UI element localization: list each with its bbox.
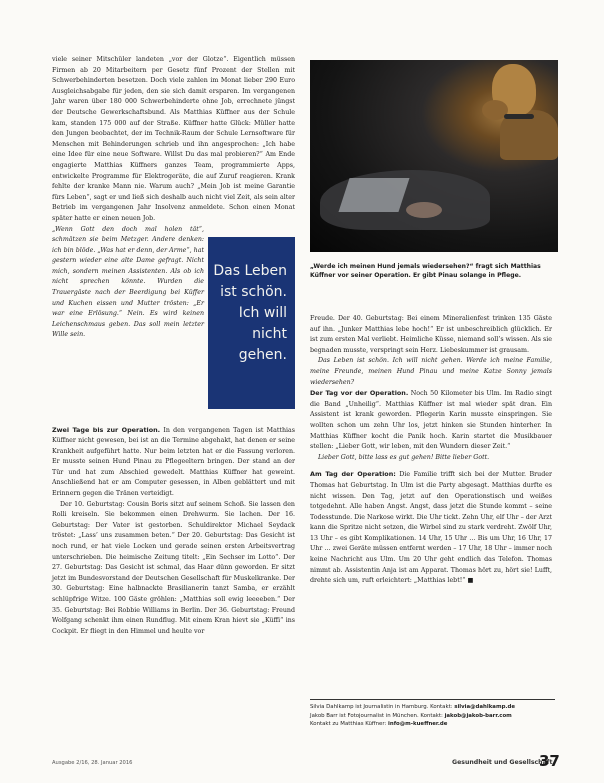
article-paragraph: Das Leben ist schön. Ich will nicht gehen. Werde ich meine Familie, meine Freunde, meinen Hund Pinau und meine Katze Sonny jemals wiedersehen? [310, 357, 552, 386]
paragraph-body: Noch 50 Kilometer bis Ulm. Im Radio singt die Band „Unheilig“. Matthias Küffner ist mal wieder spät dran. Ein Assistent ist krank geworden. Pflegerin Karin musste einspringen. Sie wollten schon um zehn Uhr los, jetzt hinken sie Stunden hinterher. In Matthias Küffner kocht die Panik hoch. Karin startet die Musikbauer stellen: „Lieber Gott, wir leben, mit den Wundern dieser Zeit.“ [310, 390, 552, 451]
author-note [310, 720, 555, 729]
article-paragraph [52, 425, 295, 500]
article-paragraph: Der 10. Geburtstag: Cousin Boris sitzt auf seinem Schoß. Sie lassen den Rolli kreiseln. Sie bekommen einen Drehwurm. Sie lachen. Der 16. Geburtstag: Der Vater ist gestorben. Schuldirektor Michael Seydack tröstet: „Lass’ uns zusammen beten.“ Der 20. Geburtstag: Das Gesicht ist noch rund, er hat viele Locken und gerade seinen ersten Arbeitsvertrag unterschrieben. Die heimische Zeitung titelt: „Ein Sechser im Lotto“. Der 27. Geburtstag: Das Gesicht ist schmal, das Haar dünn geworden. Er sitzt jetzt im Bundesvorstand der Deutschen Gesellschaft für Muskelkranke. Der 30. Geburtstag: Eine halbnackte Brasilianerin tanzt Samba, er erzählt schlüpfrige Witze. 100 Gäste gröhlen: „Matthias soll ewig leeeeben.“ Der 35. Geburtstag: Bei Robbie Williams in Berlin. Der 36. Geburtstag: Freund Wolfgang schenkt ihm einen Rundflug. Mit einem Kran hievt sie „Küffi“ ins Cockpit. Er fliegt in den Himmel und heulte vor [52, 500, 295, 635]
author-note-text: Jakob Barr ist Fotojournalist in München. Kontakt: [310, 712, 445, 719]
author-notes [310, 699, 555, 729]
article-paragraph: Freude. Der 40. Geburtstag: Bei einem Mineralienfest trinken 135 Gäste auf ihn. „Junker Matthias lebe hoch!“ Er ist unbeschreiblich glücklich. Er ist zum ersten Mal verliebt. Heimliche Küsse, niemand soll’s wissen. Als sie begnaden musste, verspringt sein Herz. Liebeskummer ist grausam. [310, 315, 552, 354]
article-photo [310, 60, 558, 252]
author-note [310, 703, 555, 712]
dog-collar-shape [504, 114, 534, 119]
article-paragraph: Lieber Gott, bitte lass es gut gehen! Bitte lieber Gott. [318, 453, 490, 461]
italic-quote: „Wenn Gott den doch mal holen tät“, schmätzen sie beim Metzger. Andere denken: ich bin blöde. „Was hat er denn, der Arme“, hat gestern wieder eine alte Dame gefragt. Nicht mich, sondern meinen Assistenten. Als ob ich nicht sprechen könnte. Wurden die Trauergäste nach der Beerdigung bei Küffer und Kuchen eissen und Mutter trösten: „Er war eine Erlösung.“ Nein. Es wird keinen Leichenschmaus geben. Das soll mein letzter Wille sein. [52, 225, 204, 339]
section-subhead: Der Tag vor der Operation. [310, 389, 409, 398]
hand-shape [406, 202, 442, 218]
paragraph-body: In den vergangenen Tagen ist Matthias Küffner nicht gewesen, bei ist an die Termine abgehakt, hat denen er seine Krankheit aufgeführt hatte. Nur beim letzten hat er die Fassung verloren. Er musste seinen Hund Pinau zu Pflegeeltern bringen. Der stand an der Tür und hat zum Abschied gewedelt. Matthias Küffner hat geweint. Anschließend hat er am Computer gesessen, in Alben geblättert und mit Erinnern gegen die Tränen verteidigt. [52, 426, 295, 498]
author-note [310, 712, 555, 721]
footer-section-name: Gesundheit und Gesellschaft [452, 759, 553, 766]
email-link[interactable]: silvia@dahlkamp.de [454, 704, 515, 710]
paragraph-body: Die Familie trifft sich bei der Mutter. Bruder Thomas hat Geburtstag. In Ulm ist die Party abgesagt. Matthias durfte es nicht wissen. Den Tag, jetzt auf den Operationstisch und weißes totgedehnt. Alle haben Angst. Angst, dass jetzt die Stunde kommt – seine Todesstunde. Die Narkose wirkt. Die Uhr tickt. Zehn Uhr, elf Uhr – der Arzt kann die Spritze nicht setzen, die Wirbel sind zu stark verdreht. Zwölf Uhr, 13 Uhr – es gibt Komplikationen. 14 Uhr, 15 Uhr … Bis um Uhr, 16 Uhr, 17 Uhr … zwei Geräte müssen entfernt werden – 17 Uhr, 18 Uhr – immer noch keine Nachricht aus Ulm. Um 20 Uhr geht endlich das Telefon. Thomas nimmt ab. Assistentin Anja ist am Apparat. Thomas hört zu, hört sie! Lufft, drehte sich um, ruft erleichtert: „Matthias lebt!“ ■ [310, 471, 552, 585]
article-paragraph [310, 469, 552, 587]
email-link[interactable]: jakob@jakob-barr.com [444, 712, 512, 719]
email-link[interactable]: info@m-kueffner.de [388, 721, 448, 728]
left-column [52, 55, 295, 637]
author-note-text: Kontakt zu Matthias Küffner: [310, 721, 389, 728]
photo-caption: „Werde ich meinen Hund jemals wiedersehen?“ fragt sich Matthias Küffner vor seiner Operation. Er gibt Pinau solange in Pflege. [310, 263, 541, 279]
article-paragraph: viele seiner Mitschüler landeten „vor der Glotze“. Eigentlich müssen Firmen ab 20 Mitarbeitern per Gesetz fünf Prozent der Stellen mit Schwerbehinderten besetzen. Doch viele zahlen im Monat lieber 290 Euro Ausgleichsabgabe für jeden, den sie sich damit ersparen. Im vergangenen Jahr waren über 180 000 Schwerbehinderte ohne Job, errechnete jüngst der Deutsche Gewerkschaftsbund. Als Matthias Küffner aus der Schule kam, standen 175 000 auf der Straße. Küffner hatte Glück: Müller hatte den Jungen beobachtet, der im Technik-Raum der Schule Lernsoftware für Menschen mit Behinderungen schrieb und ihn angesprochen: „Ich habe eine Idee für eine neue Software. Willst Du das mal probieren?“ Am Ende engagierte Matthias Küffners ganzes Team, programmierte Apps, entwickelte Programme für Elektrogeräte, die auf Zuruf reagieren. Krank fehlte der kranke Mann nie. Warum auch? „Mein Job ist meine Garantie fürs Leben“, sagt er und ließ sich deshalb auch nicht viel Zeit, als sein alter Betrieb im vergangenen Jahr Insolvenz anmeldete. Schon einen Monat später hatte er einen neuen Job. [52, 56, 295, 222]
author-note-text: Silvia Dahlkamp ist Journalistin in Hamburg. Kontakt: [310, 704, 455, 710]
page-number: 37 [539, 752, 560, 770]
right-column [310, 314, 552, 587]
section-subhead: Zwei Tage bis zur Operation. [52, 425, 161, 434]
section-subhead: Am Tag der Operation: [310, 470, 396, 479]
laptop-shape [338, 178, 409, 212]
article-paragraph [310, 388, 552, 453]
quote-section [52, 225, 295, 425]
footer-issue: Ausgabe 2/16, 28. Januar 2016 [52, 760, 133, 766]
highlight-quote-box: Das Leben ist schön. Ich will nicht gehen. [208, 237, 295, 409]
